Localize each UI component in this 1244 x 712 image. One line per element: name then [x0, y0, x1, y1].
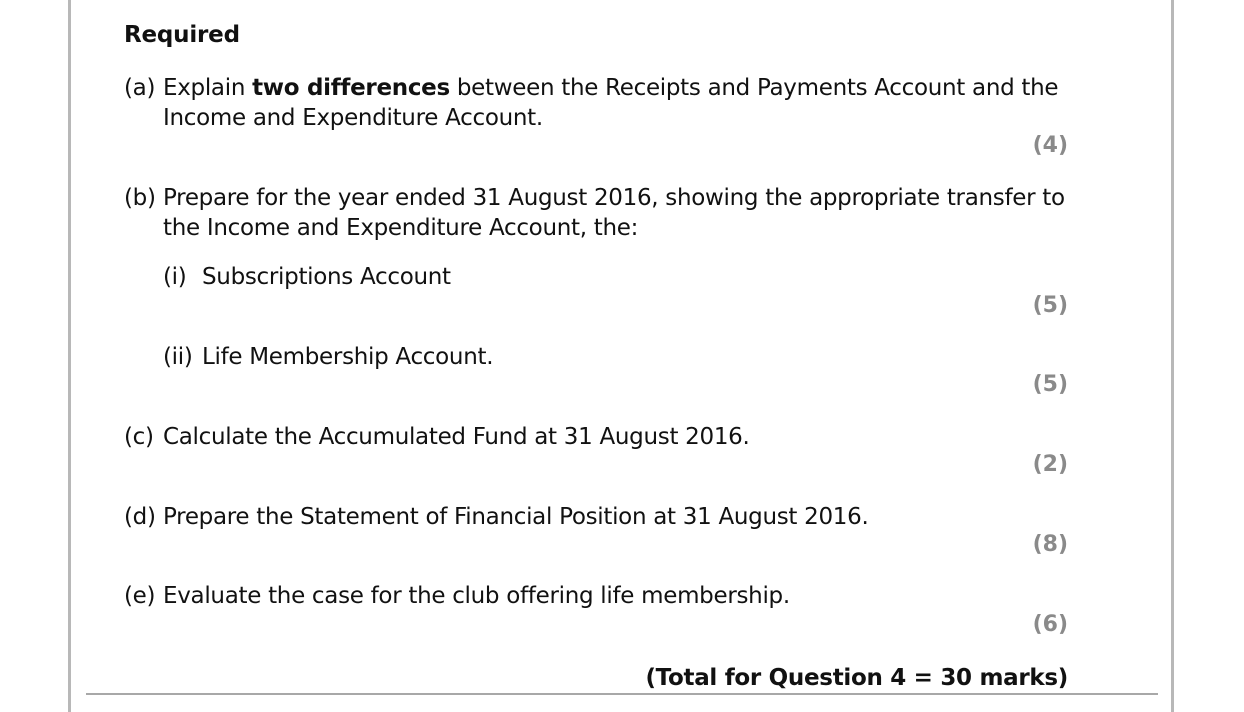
question-d-label: (d): [124, 504, 156, 530]
question-b: [124, 183, 1065, 243]
question-a-line1: [163, 73, 1058, 103]
question-b-line1: Prepare for the year ended 31 August 2016, showing the appropriate transfer to: [163, 185, 1065, 211]
question-c-label: (c): [124, 424, 154, 450]
question-b-ii-text: Life Membership Account.: [202, 344, 494, 370]
question-b-ii: [163, 342, 763, 372]
question-d: [124, 502, 924, 532]
question-c-marks: (2): [1032, 452, 1068, 477]
required-heading: Required: [124, 22, 240, 48]
question-c-text: Calculate the Accumulated Fund at 31 August 2016.: [163, 424, 750, 450]
question-b-i-marks: (5): [1032, 293, 1068, 318]
question-e-label: (e): [124, 583, 156, 609]
question-a: [124, 73, 1059, 133]
question-b-i-label: (i): [163, 264, 187, 290]
question-a-pre: Explain: [163, 75, 253, 101]
question-e-marks: (6): [1032, 612, 1068, 637]
total-marks: (Total for Question 4 = 30 marks): [645, 665, 1068, 691]
question-b-i: [163, 262, 763, 292]
question-a-line2: Income and Expenditure Account.: [163, 105, 543, 131]
question-d-marks: (8): [1032, 532, 1068, 557]
question-d-text: Prepare the Statement of Financial Position at 31 August 2016.: [163, 504, 869, 530]
bottom-rule: [86, 693, 1158, 695]
question-a-marks: (4): [1032, 133, 1068, 158]
question-b-label: (b): [124, 185, 156, 211]
question-b-ii-label: (ii): [163, 344, 193, 370]
question-c: [124, 422, 924, 452]
question-b-ii-marks: (5): [1032, 372, 1068, 397]
question-a-label: (a): [124, 75, 156, 101]
question-b-i-text: Subscriptions Account: [202, 264, 451, 290]
question-e: [124, 581, 924, 611]
question-a-post: between the Receipts and Payments Account and the: [449, 75, 1059, 101]
question-e-text: Evaluate the case for the club offering life membership.: [163, 583, 790, 609]
question-a-emphasis: two differences: [252, 75, 450, 101]
question-b-line2: the Income and Expenditure Account, the:: [163, 215, 639, 241]
